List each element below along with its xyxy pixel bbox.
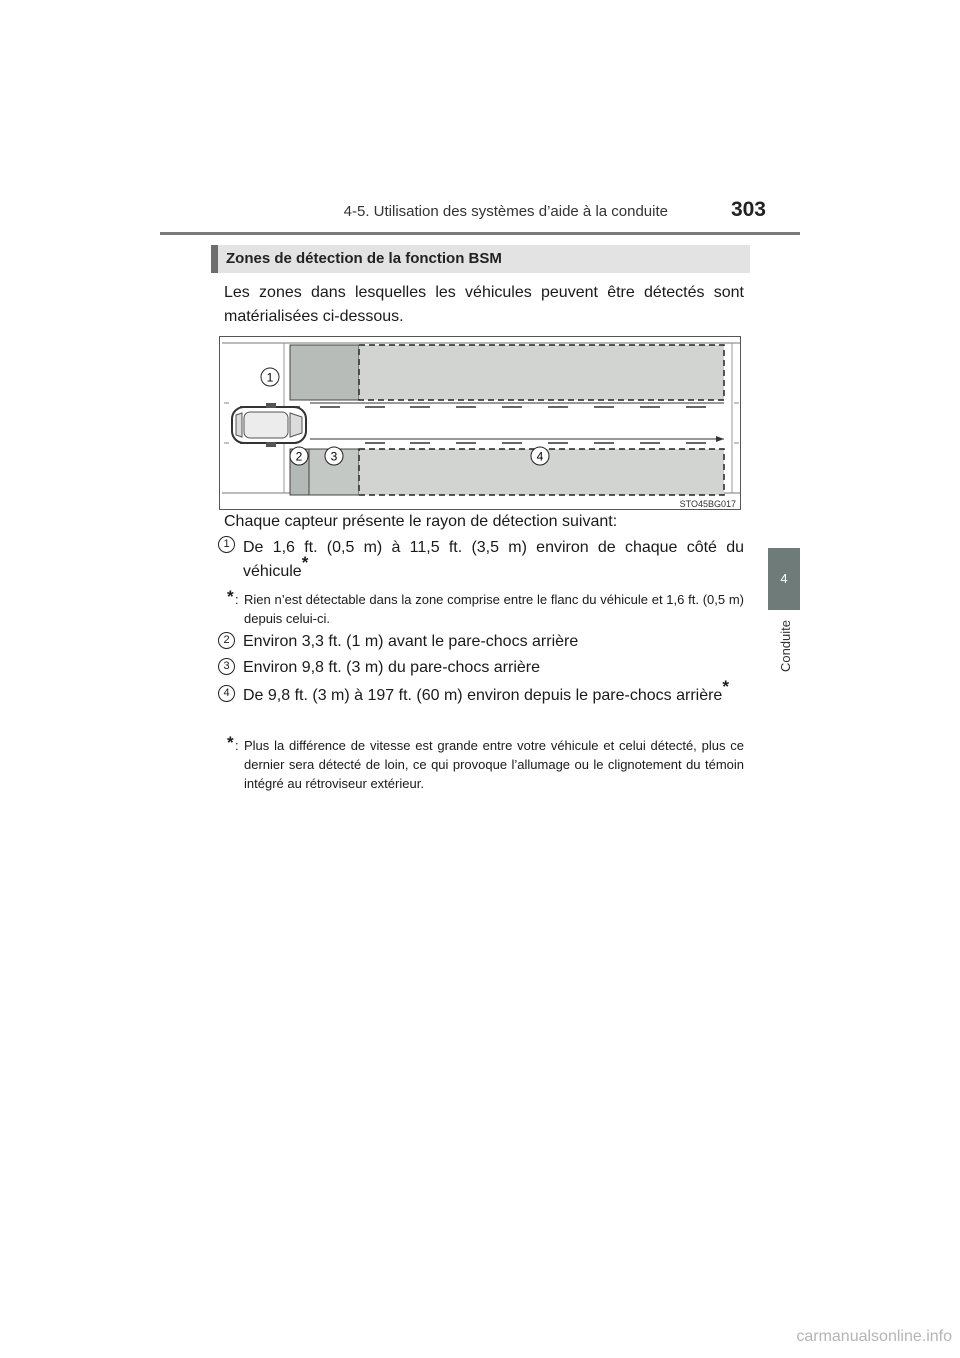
item-marker-4: 4 <box>218 685 235 702</box>
header-divider <box>160 232 800 235</box>
page-number: 303 <box>730 198 766 221</box>
footnote-2-text: Plus la différence de vitesse est grande entre votre véhicule et celui détecté, plus ce dernier sera détecté de loin, ce qui provoque l’allumage ou le clignotement du témoin intégré au rétroviseur extérieur. <box>244 738 744 791</box>
item-marker-3: 3 <box>218 658 235 675</box>
section-heading: Zones de détection de la fonction BSM <box>211 245 750 273</box>
callout-4-icon <box>531 447 549 465</box>
footnote-2-colon: : <box>235 738 239 753</box>
callout-3-icon <box>325 447 343 465</box>
zone-1-upper <box>290 345 359 400</box>
watermark: carmanualsonline.info <box>796 1328 952 1345</box>
item-text-3: Environ 9,8 ft. (3 m) du pare-chocs arrière <box>243 659 541 676</box>
diagram-code: STO45BG017 <box>679 499 736 509</box>
chapter-label-text: Conduite <box>778 620 793 673</box>
callout-4-label: 4 <box>536 449 544 464</box>
footnote-1-text: Rien n’est détectable dans la zone comprise entre le flanc du véhicule et 1,6 ft. (0,5 m) depuis celui-ci. <box>244 592 744 626</box>
footnote-2-asterisk: * <box>227 733 234 752</box>
item-marker-1: 1 <box>218 536 235 553</box>
callout-2-label: 2 <box>295 449 303 464</box>
chapter-label <box>770 616 800 696</box>
callout-1-label: 1 <box>266 370 274 385</box>
diagram-canvas <box>220 337 742 511</box>
callout-1-icon <box>261 368 279 386</box>
callout-2-icon <box>290 447 308 465</box>
item-text-4 <box>243 676 744 708</box>
item-4-text: De 9,8 ft. (3 m) à 197 ft. (60 m) environ depuis le pare-chocs arrière <box>243 687 723 704</box>
item-4-footnote-mark: * <box>722 676 729 696</box>
footnote-1-asterisk: * <box>227 587 234 606</box>
detection-range-caption: Chaque capteur présente le rayon de détection suivant: <box>224 513 618 530</box>
footnote-1-colon: : <box>235 592 239 607</box>
item-text-2: Environ 3,3 ft. (1 m) avant le pare-chocs arrière <box>243 633 579 650</box>
item-marker-2: 2 <box>218 632 235 649</box>
item-1-text: De 1,6 ft. (0,5 m) à 11,5 ft. (3,5 m) environ de chaque côté du véhicule <box>243 539 744 580</box>
item-1-footnote-mark: * <box>301 552 309 572</box>
item-text-1 <box>243 536 744 584</box>
bsm-detection-diagram <box>219 336 741 510</box>
intro-paragraph: Les zones dans lesquelles les véhicules peuvent être détectés sont matérialisées ci-dessous. <box>224 284 744 325</box>
zone-4-upper <box>359 345 724 400</box>
car-icon <box>232 403 306 447</box>
range-arrow-head <box>716 436 724 442</box>
footnote-2 <box>227 733 744 793</box>
header-section-title: 4-5. Utilisation des systèmes d’aide à la conduite <box>343 203 668 220</box>
callout-3-label: 3 <box>330 449 338 464</box>
footnote-1 <box>227 587 744 628</box>
chapter-tab: 4 <box>768 548 800 610</box>
